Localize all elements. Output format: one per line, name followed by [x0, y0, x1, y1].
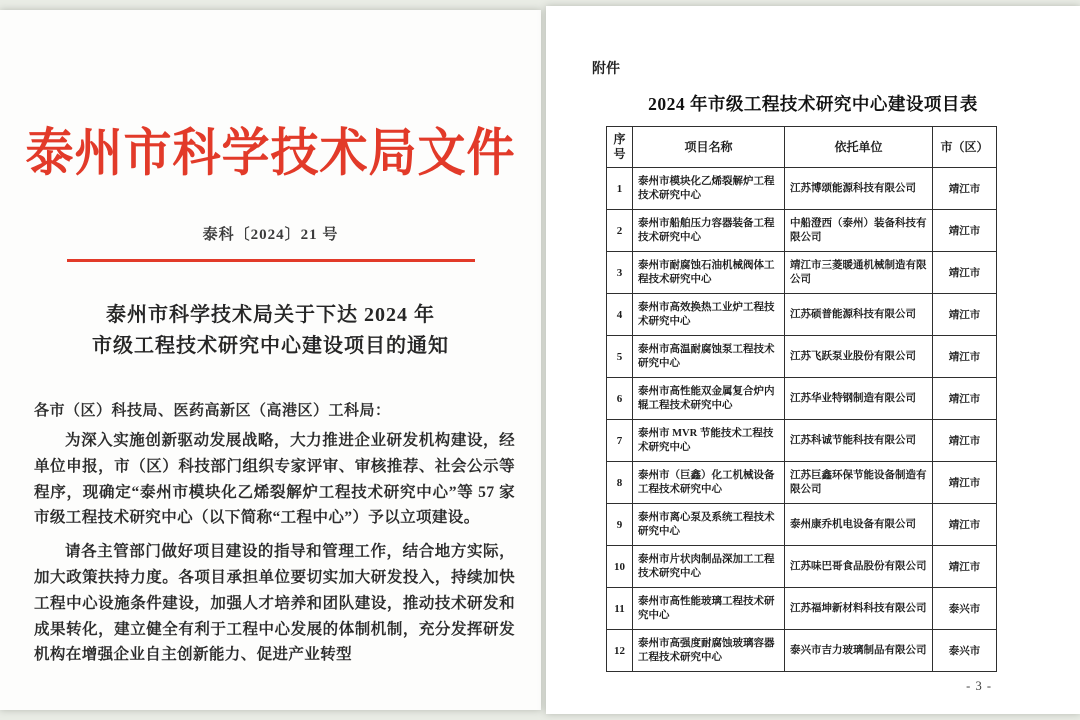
cell-org: 江苏科诚节能科技有限公司	[785, 420, 933, 462]
cell-no: 4	[607, 294, 633, 336]
cell-org: 江苏华业特钢制造有限公司	[785, 378, 933, 420]
table-body	[607, 168, 997, 672]
cell-org: 江苏硕普能源科技有限公司	[785, 294, 933, 336]
cell-name: 泰州市耐腐蚀石油机械阀体工程技术研究中心	[633, 252, 785, 294]
document-number: 泰科〔2024〕21 号	[202, 227, 339, 243]
cell-org: 靖江市三菱暖通机械制造有限公司	[785, 252, 933, 294]
project-table	[606, 126, 997, 672]
table-row	[607, 504, 997, 546]
notice-title-line1: 泰州市科学技术局关于下达 2024 年	[106, 304, 435, 326]
cell-no: 10	[607, 546, 633, 588]
cell-no: 5	[607, 336, 633, 378]
cell-org: 江苏巨鑫环保节能设备制造有限公司	[785, 462, 933, 504]
cell-city: 泰兴市	[933, 630, 997, 672]
attachment-label: 附件	[592, 62, 620, 77]
table-header	[607, 127, 997, 168]
cell-city: 靖江市	[933, 168, 997, 210]
letterhead-title: 泰州市科学技术局文件	[25, 125, 516, 183]
cell-org: 江苏味巴哥食品股份有限公司	[785, 546, 933, 588]
table-row	[607, 420, 997, 462]
cell-org: 江苏飞跃泵业股份有限公司	[785, 336, 933, 378]
body-paragraph-2: 请各主管部门做好项目建设的指导和管理工作，结合地方实际，加大政策扶持力度。各项目承担单位要切实加大研发投入，持续加快工程中心设施条件建设，加强人才培养和团队建设，推动技术研发和成果转化，建立健全有利于工程中心发展的体制机制，充分发挥研发机构在增强企业自主创新能力、促进产业转型	[34, 543, 515, 664]
header-no: 序号	[607, 127, 633, 168]
cell-no: 12	[607, 630, 633, 672]
header-org: 依托单位	[785, 127, 933, 168]
header-project-name: 项目名称	[633, 127, 785, 168]
cell-city: 靖江市	[933, 336, 997, 378]
notice-title-line2: 市级工程技术研究中心建设项目的通知	[92, 335, 449, 357]
cell-city: 靖江市	[933, 546, 997, 588]
table-row	[607, 378, 997, 420]
cell-no: 6	[607, 378, 633, 420]
cell-city: 靖江市	[933, 294, 997, 336]
cell-city: 靖江市	[933, 504, 997, 546]
table-row	[607, 210, 997, 252]
cell-city: 靖江市	[933, 252, 997, 294]
cell-name: 泰州市船舶压力容器装备工程技术研究中心	[633, 210, 785, 252]
cell-org: 泰州康乔机电设备有限公司	[785, 504, 933, 546]
cell-no: 3	[607, 252, 633, 294]
cell-no: 1	[607, 168, 633, 210]
cell-name: 泰州市（巨鑫）化工机械设备工程技术研究中心	[633, 462, 785, 504]
cell-name: 泰州市高温耐腐蚀泵工程技术研究中心	[633, 336, 785, 378]
cell-name: 泰州市高性能玻璃工程技术研究中心	[633, 588, 785, 630]
cell-city: 靖江市	[933, 462, 997, 504]
salutation: 各市（区）科技局、医药高新区（高港区）工科局：	[34, 403, 391, 419]
cell-org: 中船澄西（泰州）装备科技有限公司	[785, 210, 933, 252]
cell-no: 2	[607, 210, 633, 252]
cell-city: 靖江市	[933, 420, 997, 462]
cell-name: 泰州市模块化乙烯裂解炉工程技术研究中心	[633, 168, 785, 210]
cell-no: 7	[607, 420, 633, 462]
cell-city: 靖江市	[933, 210, 997, 252]
cell-no: 9	[607, 504, 633, 546]
table-row	[607, 168, 997, 210]
cell-no: 8	[607, 462, 633, 504]
cell-city: 靖江市	[933, 378, 997, 420]
table-row	[607, 546, 997, 588]
red-divider-rule	[67, 259, 475, 262]
cell-org: 江苏福坤新材料科技有限公司	[785, 588, 933, 630]
header-city: 市（区）	[933, 127, 997, 168]
cell-name: 泰州市高强度耐腐蚀玻璃容器工程技术研究中心	[633, 630, 785, 672]
cell-name: 泰州市高性能双金属复合炉内辊工程技术研究中心	[633, 378, 785, 420]
cell-name: 泰州市 MVR 节能技术工程技术研究中心	[633, 420, 785, 462]
body-paragraph-1: 为深入实施创新驱动发展战略，大力推进企业研发机构建设，经单位申报，市（区）科技部门组织专家评审、审核推荐、社会公示等程序，现确定“泰州市模块化乙烯裂解炉工程技术研究中心”等 57 家市级工程技术研究中心（以下简称“工程中心”）予以立项建设。	[34, 432, 515, 527]
cell-name: 泰州市高效换热工业炉工程技术研究中心	[633, 294, 785, 336]
cell-no: 11	[607, 588, 633, 630]
page-number: - 3 -	[966, 679, 992, 693]
document-right-page	[546, 6, 1080, 714]
cell-city: 泰兴市	[933, 588, 997, 630]
cell-name: 泰州市离心泵及系统工程技术研究中心	[633, 504, 785, 546]
table-row	[607, 252, 997, 294]
notice-title	[0, 300, 541, 362]
document-left-page	[0, 10, 541, 710]
cell-org: 泰兴市吉力玻璃制品有限公司	[785, 630, 933, 672]
table-row	[607, 630, 997, 672]
cell-name: 泰州市片状肉制品深加工工程技术研究中心	[633, 546, 785, 588]
table-row	[607, 462, 997, 504]
table-title: 2024 年市级工程技术研究中心建设项目表	[648, 94, 978, 114]
cell-org: 江苏博颂能源科技有限公司	[785, 168, 933, 210]
table-row	[607, 336, 997, 378]
table-row	[607, 588, 997, 630]
table-row	[607, 294, 997, 336]
